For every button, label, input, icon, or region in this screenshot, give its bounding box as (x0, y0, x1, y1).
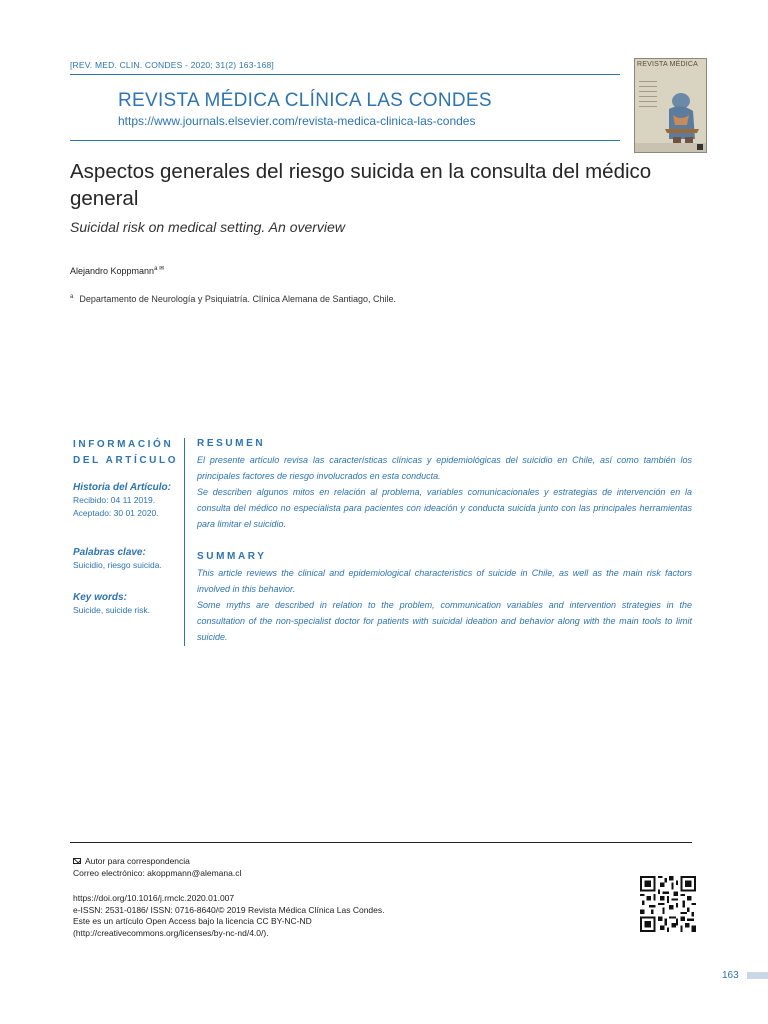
resumen-heading: RESUMEN (197, 438, 266, 449)
article-title: Aspectos generales del riesgo suicida en la consulta del médico general (70, 160, 652, 210)
author-name: Alejandro Koppmann (70, 266, 155, 276)
resumen-paragraph-2: Se describen algunos mitos en relación al problema, variables comunicacionales y estrategias de intervención en la consulta del médico no especialista para pacientes con ideación y conducta suicida junto con las principales herramientas para limitar el suicidio. (197, 487, 692, 529)
doi-link[interactable]: https://doi.org/10.1016/j.rmclc.2020.01.007 (73, 893, 235, 903)
page-tab-decoration (747, 972, 768, 979)
summary-heading: SUMMARY (197, 551, 267, 562)
qr-code-icon (640, 876, 696, 932)
license-line-1: Este es un artículo Open Access bajo la licencia CC BY-NC-ND (73, 916, 312, 926)
issn-line: e-ISSN: 2531-0186/ ISSN: 0716-8640/© 2019 Revista Médica Clínica Las Condes. (73, 904, 385, 915)
affiliation-text: Departamento de Neurología y Psiquiatría. Clínica Alemana de Santiago, Chile. (79, 294, 397, 304)
column-divider (184, 438, 185, 646)
accepted-date: Aceptado: 30 01 2020. (73, 508, 159, 518)
author-line (70, 265, 164, 276)
summary-paragraph-2: Some myths are described in relation to the problem, communication variables and intervention strategies in the consultation of the non-specialist doctor for patients with suicidal ideation and behavior along with the main tools to limit suicide. (197, 600, 692, 642)
received-date: Recibido: 04 11 2019. (73, 495, 156, 505)
article-subtitle: Suicidal risk on medical setting. An overview (70, 219, 345, 235)
keywords-es-block (73, 546, 183, 572)
license-line-2[interactable]: (http://creativecommons.org/licenses/by-nc-nd/4.0/). (73, 927, 269, 938)
author-email[interactable]: Correo electrónico: akoppmann@alemana.cl (73, 867, 242, 878)
keywords-en: Suicide, suicide risk. (73, 605, 151, 615)
journal-cover-image (634, 58, 707, 153)
journal-url-link[interactable]: https://www.journals.elsevier.com/revista-medica-clinica-las-condes (118, 114, 476, 128)
summary-paragraph-1: This article reviews the clinical and epidemiological characteristics of suicide in Chile, as well as the main risk factors involved in this behavior. (197, 568, 692, 594)
author-marks: a ✉ (154, 266, 165, 272)
header-rule (70, 74, 620, 75)
publication-info (73, 893, 385, 939)
resumen-text (197, 452, 692, 532)
affiliation-mark: a (70, 294, 74, 300)
keywords-en-label: Key words: (73, 592, 127, 603)
summary-text (197, 565, 692, 645)
keywords-en-block (73, 591, 183, 617)
article-info-heading: INFORMACIÓN DEL ARTÍCULO (73, 439, 179, 466)
page-number: 163 (722, 970, 739, 981)
journal-title: REVISTA MÉDICA CLÍNICA LAS CONDES (118, 90, 492, 111)
envelope-icon (73, 858, 81, 864)
journal-citation: [REV. MED. CLIN. CONDES - 2020; 31(2) 163-168] (70, 60, 274, 70)
affiliation (70, 294, 396, 304)
resumen-paragraph-1: El presente artículo revisa las características clínicas y epidemiológicas del suicidio en Chile, así como también los principales factores de riesgo involucrados en esta conducta. (197, 455, 692, 481)
history-block (73, 481, 183, 520)
correspondence-block (73, 856, 241, 879)
header-rule-bottom (70, 140, 620, 141)
cover-painting (635, 59, 706, 152)
keywords-es-label: Palabras clave: (73, 547, 146, 558)
keywords-es: Suicidio, riesgo suicida. (73, 560, 162, 570)
footer-rule (70, 842, 692, 843)
history-label: Historia del Artículo: (73, 482, 171, 493)
corresponding-label: Autor para correspondencia (85, 856, 190, 866)
cover-title: REVISTA MÉDICA (637, 61, 699, 68)
corresponding-author (73, 856, 241, 868)
